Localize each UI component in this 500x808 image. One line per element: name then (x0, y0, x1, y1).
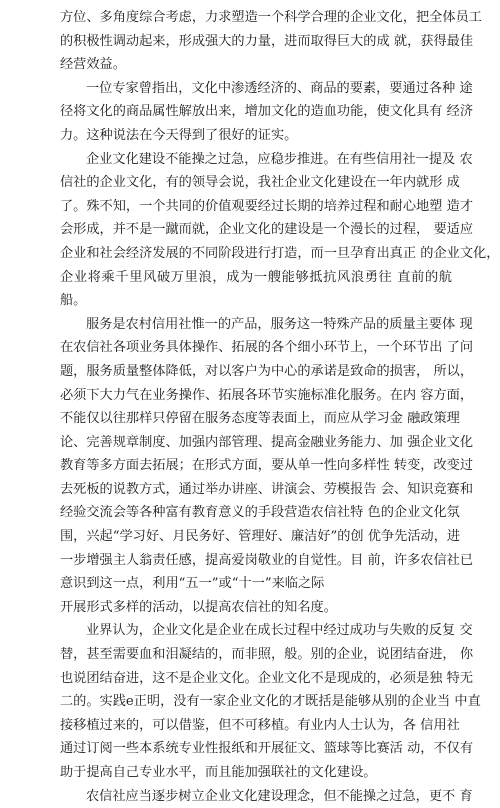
paragraph-line: 力。这种说法在今天得到了很好的证实。 (60, 127, 298, 143)
paragraph-line: 不能仅以往那样只停留在服务态度等表面上，而应从学习金 融政策理 (60, 411, 460, 427)
paragraph-line: 船。 (60, 293, 87, 309)
paragraph-line: 二的。实践e正明，没有一家企业文化的才既括是能够从别的企业当 中直 (60, 694, 481, 710)
paragraph-line: 助于提高自己专业水平，而且能加强联社的文化建设。 (60, 765, 377, 780)
paragraph-line: 企业和社会经济发展的不同阶段进行打造，而一旦孕育出真正 的企业文化， (60, 245, 500, 261)
paragraph-line: 径将文化的商品属性解放出来，增加文化的造血功能，使文化具有 经济 (60, 104, 474, 120)
paragraph-line: 题，服务质量整体降低，对以客户为中心的承诺是致命的损害， 所以， (60, 363, 474, 379)
paragraph-line: 也说团结奋进，这不是企业文化。企业文化不是现成的，必须是独 特无 (60, 670, 474, 686)
paragraph-line: 接移植过来的，可以借鉴，但不可移植。有业内人士认为，各 信用社 (60, 717, 460, 733)
paragraph-line: 会形成，并不是一蹴而就，企业文化的建设是一个漫长的过程， 要适应 (60, 222, 474, 238)
paragraph-line: 开展形式多样的活动，以提高农信社的知名度。 (60, 599, 337, 615)
paragraph-line: 一步增强主人翁责任感，提高爱岗敬业的自觉性。目 前，许多农信社已 (60, 552, 474, 568)
paragraph-first-line: 方位、多角度综合考虑，力求塑造一个科学合理的企业文化，把全体员工 (60, 10, 482, 25)
paragraph-first-line: 企业文化建设不能操之过急，应稳步推进。在有些信用社一提及 农 (86, 151, 473, 167)
paragraph-first-line: 农信社应当逐步树立企业文化建设理念，但不能操之过急，更不 育 (86, 788, 473, 804)
paragraph-line: 教育等多方面去拓展；在形式方面，要从单一性向多样性 转变，改变过 (60, 458, 474, 474)
paragraph-line: 意识到这一点，利用“五一”或“十一”来临之际 (60, 576, 325, 592)
paragraph-line: 去死板的说教方式，通过举办讲座、讲演会、劳模报告 会、知识竞赛和 (60, 481, 474, 497)
paragraph-line: 必须下大力气在业务操作、拓展各环节实施标准化服务。在内 容方面， (60, 387, 474, 403)
paragraph-line: 通过订阅一些本系统专业性报纸和开展征文、篮球等比赛活 动，不仅有 (60, 741, 474, 757)
paragraph-line: 企业将乘千里风破万里浪，成为一艘能够抵抗风浪勇往 直前的航 (60, 269, 452, 285)
paragraph-line: 在农信社各项业务具体操作、拓展的各个细小环节上，一个环节出 了问 (60, 340, 474, 356)
paragraph-line: 替，甚至需要血和泪凝结的，而非照，般。别的企业，说团结奋进， 你 (60, 647, 474, 663)
paragraph-line: 经验交流会等各种富有教育意义的手段营造农信社特 色的企业文化氛 (60, 505, 460, 521)
paragraph-first-line: 一位专家曾指出，文化中渗透经济的、商品的要素，要通过各种 途 (86, 80, 473, 96)
paragraph-first-line: 业界认为，企业文化是企业在成长过程中经过成功与失败的反复 交 (86, 623, 473, 639)
paragraph-line: 的积极性调动起来，形成强大的力量，进而取得巨大的成 就，获得最佳 (60, 33, 474, 49)
document-body (60, 6, 500, 808)
paragraph-line: 经营效益。 (60, 57, 126, 73)
paragraph-line: 信社的企业文化，有的领导会说，我社企业文化建设在一年内就形 成 (60, 175, 460, 191)
paragraph-line: 围，兴起“学习好、月民务好、管理好、廉洁好”的创 优争先活动，进 (60, 529, 461, 545)
paragraph-line: 了。殊不知，一个共同的价值观要经过长期的培养过程和耐心地塑 造才 (60, 198, 474, 214)
paragraph-first-line: 服务是农村信用社惟一的产品，服务这一特殊产品的质量主要体 现 (86, 316, 473, 332)
paragraph-line: 论、完善规章制度、加强内部管理、提高金融业务能力、加 强企业文化 (60, 434, 474, 450)
